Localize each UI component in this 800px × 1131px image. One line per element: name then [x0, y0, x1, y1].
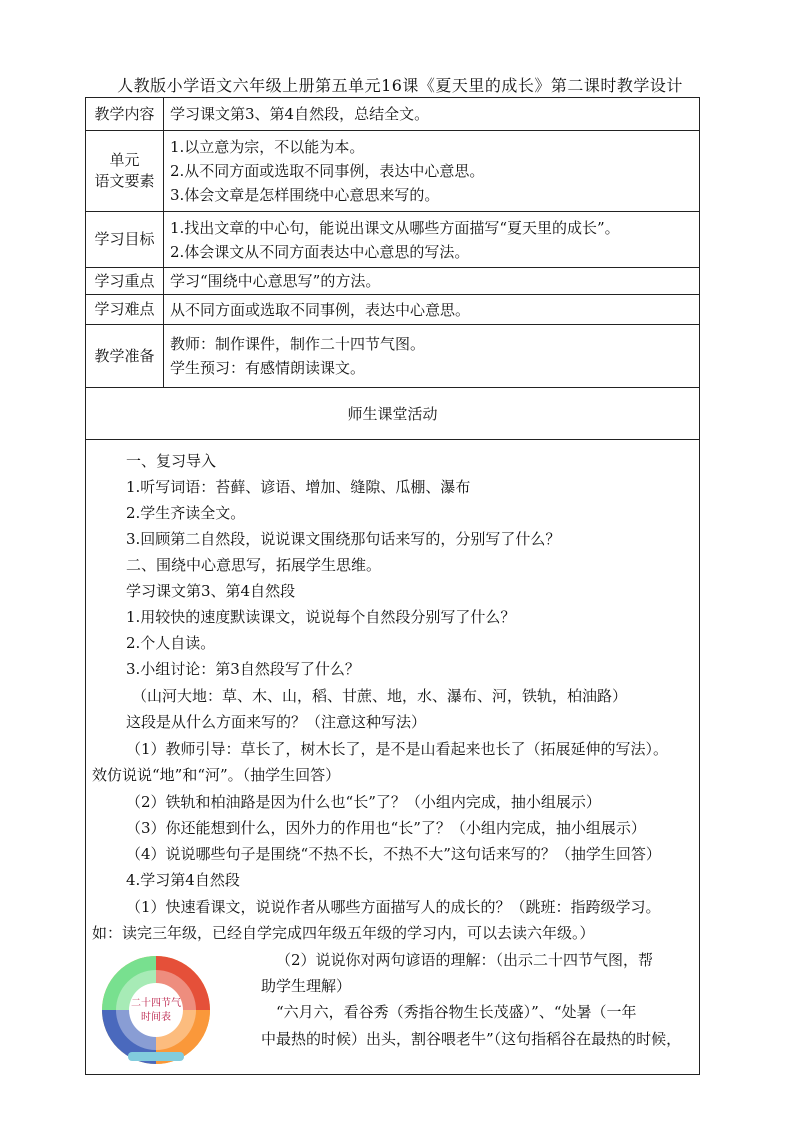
- label-elements-line1: 单元: [109, 151, 140, 169]
- label-goals: 学习目标: [86, 212, 164, 268]
- solar-terms-wheel-image: [100, 954, 212, 1066]
- row-section-heading: [86, 388, 700, 440]
- elements-line: 3.体会文章是怎样围绕中心意思来写的。: [170, 186, 440, 204]
- activity-line: 一、复习导入: [126, 452, 217, 470]
- elements-line: 1.以立意为宗，不以能为本。: [170, 138, 365, 156]
- wheel-caption-2: 时间表: [141, 1012, 171, 1023]
- activity-line: 中最热的时候）出头，割谷喂老牛”（这句指稻谷在最热的时候，: [261, 1030, 682, 1048]
- activity-line: 学习课文第3、第4自然段: [126, 582, 296, 600]
- activity-line: （山河大地：草、木、山，稻、甘蔗、地，水、瀑布、河，铁轨，柏油路）: [132, 687, 628, 705]
- row-prep: [86, 325, 700, 388]
- row-difficulty: [86, 295, 700, 325]
- focus-line: 学习“围绕中心意思写”的方法。: [170, 272, 381, 290]
- wheel-caption-1: 二十四节气: [131, 998, 181, 1009]
- prep-line: 教师：制作课件，制作二十四节气图。: [170, 335, 426, 353]
- activity-line: （3）你还能想到什么，因外力的作用也“长”了？（小组内完成，抽小组展示）: [126, 819, 646, 837]
- activity-line: 1.用较快的速度默读课文，说说每个自然段分别写了什么？: [126, 608, 516, 626]
- label-prep: 教学准备: [86, 325, 164, 388]
- activity-line: “六月六，看谷秀（秀指谷物生长茂盛）”、“处暑（一年: [276, 1003, 637, 1021]
- activity-line: （4）说说哪些句子是围绕“不热不长，不热不大”这句话来写的？（抽学生回答）: [126, 845, 661, 863]
- lesson-plan-table: [85, 97, 700, 1075]
- label-elements: [86, 131, 164, 212]
- activity-line: 这段是从什么方面来写的？（注意这种写法）: [126, 713, 427, 731]
- label-elements-line2: 语文要素: [94, 172, 155, 190]
- difficulty-line: 从不同方面或选取不同事例，表达中心意思。: [170, 300, 471, 319]
- row-content: [86, 98, 700, 131]
- activity-line: 助学生理解）: [261, 977, 352, 995]
- activities-body: [86, 440, 699, 1074]
- label-content: 教学内容: [86, 98, 164, 131]
- row-elements: [86, 131, 700, 212]
- row-activities: [86, 440, 700, 1075]
- activity-line: 如：读完三年级，已经自学完成四年级五年级的学习内，可以去读六年级。）: [92, 924, 595, 942]
- activity-line: 3.回顾第二自然段，说说课文围绕那句话来写的，分别写了什么？: [126, 530, 561, 548]
- activity-line: （2）说说你对两句谚语的理解：（出示二十四节气图，帮: [276, 951, 654, 969]
- elements-line: 2.从不同方面或选取不同事例，表达中心意思。: [170, 162, 485, 180]
- activity-line: 2.学生齐读全文。: [126, 504, 246, 522]
- activity-line: （1）教师引导：草长了，树木长了，是不是山看起来也长了（拓展延伸的写法）。: [126, 740, 669, 758]
- goals-line: 2.体会课文从不同方面表达中心意思的写法。: [170, 242, 470, 261]
- label-focus: 学习重点: [86, 268, 164, 295]
- prep-line: 学生预习：有感情朗读课文。: [170, 359, 366, 377]
- section-heading: 师生课堂活动: [86, 388, 700, 440]
- row-goals: [86, 212, 700, 268]
- activity-line: 效仿说说“地”和“河”。（抽学生回答）: [92, 766, 341, 784]
- activity-line: 1.听写词语：苔藓、谚语、增加、缝隙、瓜棚、瀑布: [126, 478, 471, 496]
- content-line: 学习课文第3、第4自然段，总结全文。: [170, 105, 430, 123]
- activity-line: 2.个人自读。: [126, 634, 216, 652]
- activity-line: （2）铁轨和柏油路是因为什么也“长”了？（小组内完成，抽小组展示）: [126, 793, 601, 811]
- goals-line: 1.找出文章的中心句，能说出课文从哪些方面描写“夏天里的成长”。: [170, 218, 620, 237]
- activity-line: 4.学习第4自然段: [126, 871, 240, 889]
- label-difficulty: 学习难点: [86, 295, 164, 325]
- document-title: 人教版小学语文六年级上册第五单元16课《夏天里的成长》第二课时教学设计: [117, 76, 683, 95]
- row-focus: [86, 268, 700, 295]
- activity-line: 二、围绕中心意思写，拓展学生思维。: [126, 556, 382, 574]
- activity-line: 3.小组讨论：第3自然段写了什么？: [126, 660, 360, 678]
- activity-line: （1）快速看课文，说说作者从哪些方面描写人的成长的？（跳班：指跨级学习。: [126, 898, 661, 916]
